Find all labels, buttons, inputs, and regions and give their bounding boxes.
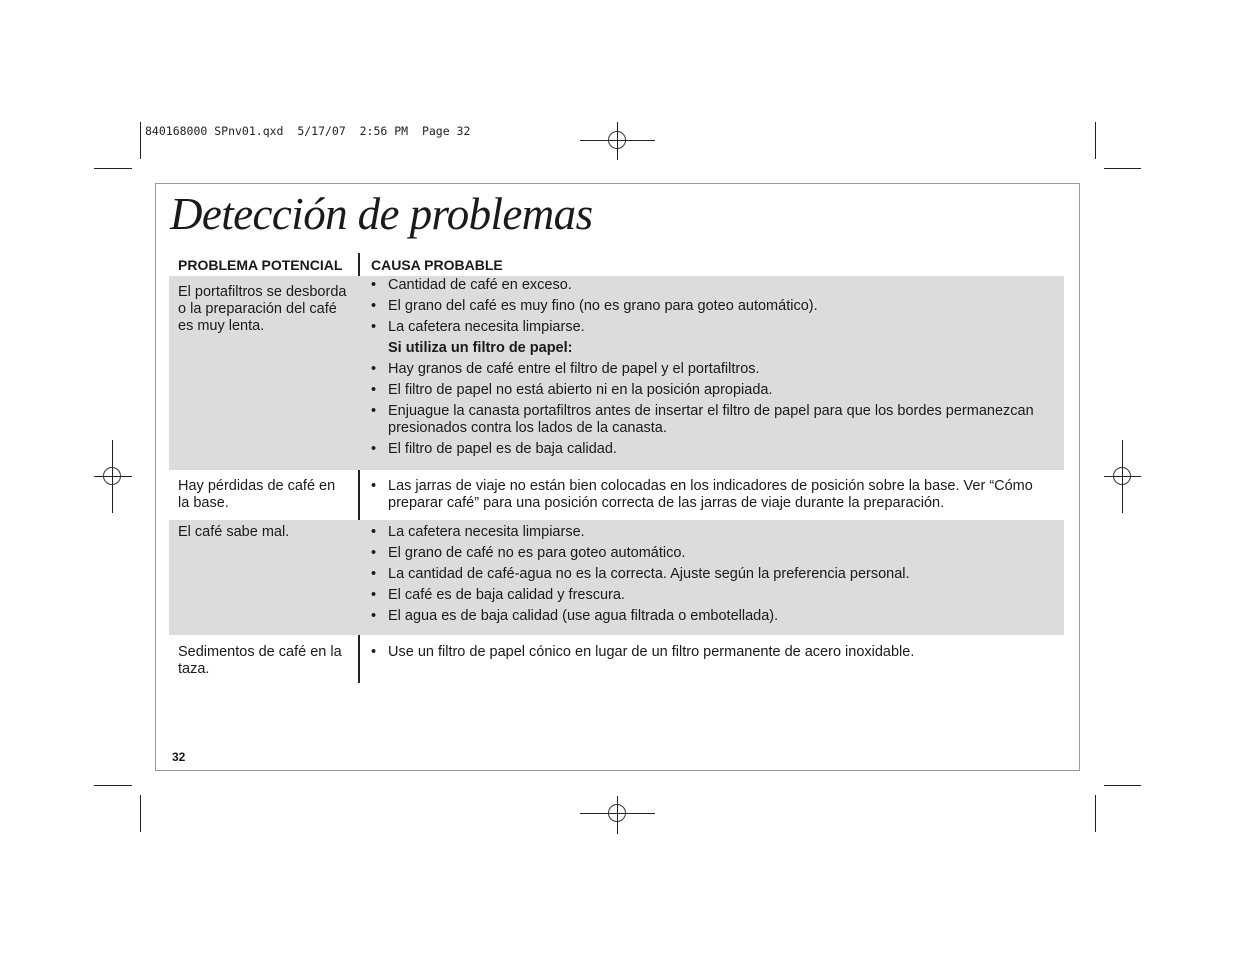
cause-item: • El filtro de papel no está abierto ni en la posición apropiada. — [371, 382, 1061, 399]
problem-cell: El portafiltros se desborda o la preparación del café es muy lenta. — [178, 284, 347, 334]
cause-item: • Hay granos de café entre el filtro de papel y el portafiltros. — [371, 361, 1061, 378]
cause-item: • Cantidad de café en exceso. — [371, 277, 1061, 294]
cause-list — [371, 277, 1061, 458]
cause-item: • El café es de baja calidad y frescura. — [371, 587, 1061, 604]
crop-mark — [1095, 795, 1096, 832]
registration-circle-icon — [608, 131, 626, 149]
crop-mark — [94, 785, 132, 786]
cause-item: • El agua es de baja calidad (use agua filtrada o embotellada). — [371, 608, 1061, 625]
cause-item: • La cantidad de café-agua no es la correcta. Ajuste según la preferencia personal. — [371, 566, 1061, 583]
cause-list — [371, 644, 1061, 661]
crop-mark — [1095, 122, 1096, 159]
problem-cell: Sedimentos de café en la taza. — [178, 644, 342, 677]
cause-subheading: Si utiliza un filtro de papel: — [388, 340, 573, 356]
cause-item: • El grano de café no es para goteo automático. — [371, 545, 1061, 562]
column-header-cause: CAUSA PROBABLE — [371, 257, 503, 273]
crop-mark — [1104, 785, 1141, 786]
cause-list — [371, 524, 1061, 625]
registration-circle-icon — [103, 467, 121, 485]
crop-mark — [1104, 168, 1141, 169]
registration-circle-icon — [608, 804, 626, 822]
crop-mark — [140, 795, 141, 832]
cause-list — [371, 478, 1061, 512]
cause-item: • Use un filtro de papel cónico en lugar de un filtro permanente de acero inoxidable. — [371, 644, 1061, 661]
page-number: 32 — [172, 750, 186, 764]
problem-cell: Hay pérdidas de café en la base. — [178, 478, 336, 511]
cause-item: • El filtro de papel es de baja calidad. — [371, 441, 1061, 458]
registration-circle-icon — [1113, 467, 1131, 485]
print-slug: 840168000 SPnv01.qxd 5/17/07 2:56 PM Page 32 — [145, 124, 471, 138]
cause-item: • Las jarras de viaje no están bien colocadas en los indicadores de posición sobre la base. Ver “Cómo preparar café” para una posición correcta de las jarras de viaje durante la preparación. — [371, 478, 1061, 512]
cause-item: • Enjuague la canasta portafiltros antes de insertar el filtro de papel para que los bordes permanezcan presionados contra los lados de la canasta. — [371, 403, 1061, 437]
cause-item: • El grano del café es muy fino (no es grano para goteo automático). — [371, 298, 1061, 315]
crop-mark — [140, 122, 141, 159]
problem-cell: El café sabe mal. — [178, 524, 290, 540]
crop-mark — [94, 168, 132, 169]
column-header-problem: PROBLEMA POTENCIAL — [178, 257, 343, 273]
page-title: Detección de problemas — [170, 189, 593, 239]
cause-item: • La cafetera necesita limpiarse. — [371, 319, 1061, 336]
cause-item: • La cafetera necesita limpiarse. — [371, 524, 1061, 541]
